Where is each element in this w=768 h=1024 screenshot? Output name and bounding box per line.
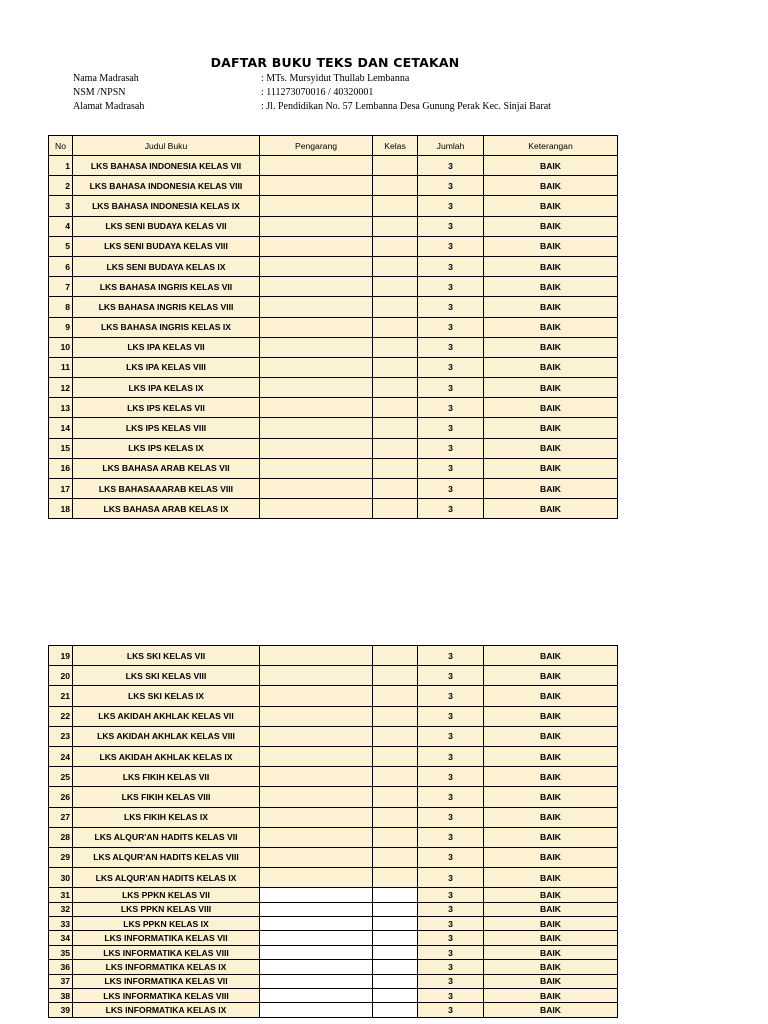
cell-jumlah: 3 — [418, 960, 484, 974]
cell-jumlah: 3 — [418, 256, 484, 276]
cell-judul: LKS INFORMATIKA KELAS VII — [73, 931, 260, 945]
cell-ket: BAIK — [484, 888, 618, 902]
cell-no: 27 — [49, 807, 73, 827]
cell-ket: BAIK — [484, 337, 618, 357]
table-row — [49, 726, 618, 746]
cell-judul: LKS AKIDAH AKHLAK KELAS IX — [73, 746, 260, 766]
table-row — [49, 398, 618, 418]
info-value-alamat-madrasah: : Jl. Pendidikan No. 57 Lembanna Desa Gunung Perak Kec. Sinjai Barat — [261, 101, 551, 112]
cell-judul: LKS ALQUR'AN HADITS KELAS IX — [73, 868, 260, 888]
cell-jumlah: 3 — [418, 357, 484, 377]
cell-ket: BAIK — [484, 357, 618, 377]
cell-pengarang — [260, 746, 373, 766]
cell-ket: BAIK — [484, 176, 618, 196]
cell-pengarang — [260, 156, 373, 176]
cell-no: 18 — [49, 499, 73, 519]
cell-no: 31 — [49, 888, 73, 902]
cell-judul: LKS SENI BUDAYA KELAS VIII — [73, 236, 260, 256]
cell-ket: BAIK — [484, 156, 618, 176]
table-row — [49, 418, 618, 438]
cell-no: 17 — [49, 479, 73, 499]
cell-judul: LKS BAHASA INDONESIA KELAS IX — [73, 196, 260, 216]
cell-no: 16 — [49, 458, 73, 478]
cell-jumlah: 3 — [418, 236, 484, 256]
cell-pengarang — [260, 1003, 373, 1017]
info-label-alamat-madrasah: Alamat Madrasah — [73, 101, 145, 112]
cell-judul: LKS ALQUR'AN HADITS KELAS VII — [73, 827, 260, 847]
cell-kelas — [373, 686, 418, 706]
cell-kelas — [373, 297, 418, 317]
cell-kelas — [373, 317, 418, 337]
header-no: No — [49, 136, 73, 156]
cell-no: 14 — [49, 418, 73, 438]
cell-ket: BAIK — [484, 917, 618, 931]
cell-jumlah: 3 — [418, 686, 484, 706]
cell-kelas — [373, 888, 418, 902]
cell-judul: LKS ALQUR'AN HADITS KELAS VIII — [73, 847, 260, 867]
cell-kelas — [373, 458, 418, 478]
cell-pengarang — [260, 277, 373, 297]
cell-pengarang — [260, 960, 373, 974]
cell-ket: BAIK — [484, 398, 618, 418]
cell-no: 21 — [49, 686, 73, 706]
cell-no: 7 — [49, 277, 73, 297]
table-header-row — [49, 136, 618, 156]
cell-ket: BAIK — [484, 317, 618, 337]
cell-judul: LKS BAHASA ARAB KELAS IX — [73, 499, 260, 519]
info-value-nama-madrasah: : MTs. Mursyidut Thullab Lembanna — [261, 73, 410, 84]
table-row — [49, 868, 618, 888]
cell-kelas — [373, 746, 418, 766]
cell-no: 11 — [49, 357, 73, 377]
cell-kelas — [373, 236, 418, 256]
cell-judul: LKS BAHASA INDONESIA KELAS VIII — [73, 176, 260, 196]
cell-pengarang — [260, 236, 373, 256]
cell-ket: BAIK — [484, 827, 618, 847]
table-row — [49, 945, 618, 959]
cell-jumlah: 3 — [418, 418, 484, 438]
cell-judul: LKS INFORMATIKA KELAS VIII — [73, 988, 260, 1002]
cell-pengarang — [260, 686, 373, 706]
cell-ket: BAIK — [484, 666, 618, 686]
table-row — [49, 917, 618, 931]
cell-pengarang — [260, 216, 373, 236]
cell-judul: LKS AKIDAH AKHLAK KELAS VIII — [73, 726, 260, 746]
cell-judul: LKS IPA KELAS IX — [73, 378, 260, 398]
cell-kelas — [373, 706, 418, 726]
cell-kelas — [373, 767, 418, 787]
cell-no: 36 — [49, 960, 73, 974]
cell-jumlah: 3 — [418, 479, 484, 499]
cell-judul: LKS SENI BUDAYA KELAS VII — [73, 216, 260, 236]
cell-no: 25 — [49, 767, 73, 787]
table-row — [49, 706, 618, 726]
cell-judul: LKS SKI KELAS VII — [73, 646, 260, 666]
cell-pengarang — [260, 337, 373, 357]
cell-jumlah: 3 — [418, 945, 484, 959]
cell-no: 13 — [49, 398, 73, 418]
cell-kelas — [373, 787, 418, 807]
table-row — [49, 236, 618, 256]
cell-pengarang — [260, 196, 373, 216]
cell-ket: BAIK — [484, 1003, 618, 1017]
cell-jumlah: 3 — [418, 807, 484, 827]
cell-jumlah: 3 — [418, 974, 484, 988]
cell-judul: LKS BAHASA INGRIS KELAS VIII — [73, 297, 260, 317]
cell-kelas — [373, 902, 418, 916]
cell-kelas — [373, 277, 418, 297]
cell-ket: BAIK — [484, 931, 618, 945]
table-row — [49, 378, 618, 398]
cell-ket: BAIK — [484, 418, 618, 438]
cell-kelas — [373, 499, 418, 519]
document-title: DAFTAR BUKU TEKS DAN CETAKAN — [210, 55, 460, 70]
cell-jumlah: 3 — [418, 787, 484, 807]
table-row — [49, 827, 618, 847]
cell-jumlah: 3 — [418, 767, 484, 787]
table-row — [49, 196, 618, 216]
cell-judul: LKS PPKN KELAS VII — [73, 888, 260, 902]
cell-jumlah: 3 — [418, 902, 484, 916]
cell-jumlah: 3 — [418, 156, 484, 176]
cell-pengarang — [260, 807, 373, 827]
table-row — [49, 746, 618, 766]
cell-pengarang — [260, 868, 373, 888]
cell-ket: BAIK — [484, 945, 618, 959]
cell-jumlah: 3 — [418, 458, 484, 478]
table-row — [49, 888, 618, 902]
table-row — [49, 1003, 618, 1017]
cell-kelas — [373, 438, 418, 458]
cell-pengarang — [260, 666, 373, 686]
cell-judul: LKS BAHASA ARAB KELAS VII — [73, 458, 260, 478]
cell-ket: BAIK — [484, 960, 618, 974]
cell-no: 26 — [49, 787, 73, 807]
cell-jumlah: 3 — [418, 666, 484, 686]
table-row — [49, 787, 618, 807]
cell-kelas — [373, 216, 418, 236]
cell-ket: BAIK — [484, 988, 618, 1002]
cell-pengarang — [260, 917, 373, 931]
cell-judul: LKS IPS KELAS IX — [73, 438, 260, 458]
cell-kelas — [373, 176, 418, 196]
cell-no: 8 — [49, 297, 73, 317]
cell-jumlah: 3 — [418, 176, 484, 196]
cell-ket: BAIK — [484, 378, 618, 398]
cell-pengarang — [260, 438, 373, 458]
cell-judul: LKS IPA KELAS VIII — [73, 357, 260, 377]
cell-jumlah: 3 — [418, 317, 484, 337]
cell-judul: LKS IPS KELAS VIII — [73, 418, 260, 438]
cell-kelas — [373, 988, 418, 1002]
cell-jumlah: 3 — [418, 917, 484, 931]
table-row — [49, 176, 618, 196]
info-value-nsm-npsn: : 111273070016 / 40320001 — [261, 87, 374, 98]
cell-no: 12 — [49, 378, 73, 398]
cell-jumlah: 3 — [418, 988, 484, 1002]
cell-pengarang — [260, 847, 373, 867]
cell-judul: LKS PPKN KELAS IX — [73, 917, 260, 931]
cell-jumlah: 3 — [418, 726, 484, 746]
cell-judul: LKS INFORMATIKA KELAS VIII — [73, 945, 260, 959]
cell-judul: LKS IPA KELAS VII — [73, 337, 260, 357]
cell-pengarang — [260, 398, 373, 418]
cell-kelas — [373, 479, 418, 499]
table-row — [49, 960, 618, 974]
cell-jumlah: 3 — [418, 847, 484, 867]
cell-no: 32 — [49, 902, 73, 916]
cell-ket: BAIK — [484, 807, 618, 827]
cell-kelas — [373, 378, 418, 398]
cell-no: 1 — [49, 156, 73, 176]
cell-no: 29 — [49, 847, 73, 867]
cell-no: 20 — [49, 666, 73, 686]
cell-jumlah: 3 — [418, 499, 484, 519]
table-row — [49, 297, 618, 317]
cell-pengarang — [260, 827, 373, 847]
table-row — [49, 686, 618, 706]
table-row — [49, 807, 618, 827]
cell-ket: BAIK — [484, 256, 618, 276]
cell-judul: LKS IPS KELAS VII — [73, 398, 260, 418]
cell-judul: LKS BAHASA INGRIS KELAS IX — [73, 317, 260, 337]
cell-pengarang — [260, 902, 373, 916]
cell-ket: BAIK — [484, 479, 618, 499]
cell-kelas — [373, 1003, 418, 1017]
cell-kelas — [373, 646, 418, 666]
cell-jumlah: 3 — [418, 378, 484, 398]
cell-no: 34 — [49, 931, 73, 945]
table-row — [49, 156, 618, 176]
cell-no: 33 — [49, 917, 73, 931]
cell-no: 19 — [49, 646, 73, 666]
table-row — [49, 931, 618, 945]
table-row — [49, 458, 618, 478]
cell-pengarang — [260, 357, 373, 377]
cell-ket: BAIK — [484, 787, 618, 807]
cell-pengarang — [260, 945, 373, 959]
cell-no: 38 — [49, 988, 73, 1002]
cell-kelas — [373, 398, 418, 418]
cell-no: 28 — [49, 827, 73, 847]
cell-jumlah: 3 — [418, 216, 484, 236]
cell-kelas — [373, 196, 418, 216]
cell-jumlah: 3 — [418, 888, 484, 902]
table-row — [49, 277, 618, 297]
cell-kelas — [373, 726, 418, 746]
cell-judul: LKS SKI KELAS IX — [73, 686, 260, 706]
cell-ket: BAIK — [484, 767, 618, 787]
table-row — [49, 216, 618, 236]
cell-no: 35 — [49, 945, 73, 959]
cell-no: 6 — [49, 256, 73, 276]
info-label-nama-madrasah: Nama Madrasah — [73, 73, 139, 84]
cell-jumlah: 3 — [418, 868, 484, 888]
cell-ket: BAIK — [484, 297, 618, 317]
cell-pengarang — [260, 479, 373, 499]
table-row — [49, 988, 618, 1002]
cell-judul: LKS PPKN KELAS VIII — [73, 902, 260, 916]
cell-no: 2 — [49, 176, 73, 196]
header-judul-buku: Judul Buku — [73, 136, 260, 156]
table-row — [49, 479, 618, 499]
cell-kelas — [373, 868, 418, 888]
cell-no: 23 — [49, 726, 73, 746]
cell-pengarang — [260, 706, 373, 726]
table-row — [49, 256, 618, 276]
cell-judul: LKS SENI BUDAYA KELAS IX — [73, 256, 260, 276]
cell-jumlah: 3 — [418, 277, 484, 297]
cell-no: 5 — [49, 236, 73, 256]
header-keterangan: Keterangan — [484, 136, 618, 156]
cell-kelas — [373, 156, 418, 176]
table-row — [49, 357, 618, 377]
cell-ket: BAIK — [484, 868, 618, 888]
cell-judul: LKS INFORMATIKA KELAS IX — [73, 960, 260, 974]
cell-jumlah: 3 — [418, 827, 484, 847]
cell-ket: BAIK — [484, 438, 618, 458]
cell-kelas — [373, 827, 418, 847]
cell-jumlah: 3 — [418, 1003, 484, 1017]
cell-no: 24 — [49, 746, 73, 766]
cell-no: 30 — [49, 868, 73, 888]
cell-no: 3 — [49, 196, 73, 216]
cell-ket: BAIK — [484, 726, 618, 746]
cell-no: 22 — [49, 706, 73, 726]
cell-pengarang — [260, 378, 373, 398]
table-row — [49, 499, 618, 519]
cell-kelas — [373, 945, 418, 959]
cell-judul: LKS FIKIH KELAS VIII — [73, 787, 260, 807]
cell-jumlah: 3 — [418, 646, 484, 666]
cell-ket: BAIK — [484, 746, 618, 766]
cell-no: 10 — [49, 337, 73, 357]
cell-jumlah: 3 — [418, 438, 484, 458]
cell-ket: BAIK — [484, 277, 618, 297]
cell-jumlah: 3 — [418, 398, 484, 418]
cell-ket: BAIK — [484, 974, 618, 988]
table-row — [49, 438, 618, 458]
cell-no: 15 — [49, 438, 73, 458]
table-row — [49, 337, 618, 357]
cell-ket: BAIK — [484, 902, 618, 916]
cell-kelas — [373, 357, 418, 377]
cell-pengarang — [260, 458, 373, 478]
cell-judul: LKS AKIDAH AKHLAK KELAS VII — [73, 706, 260, 726]
cell-judul: LKS BAHASAAARAB KELAS VIII — [73, 479, 260, 499]
cell-kelas — [373, 337, 418, 357]
cell-pengarang — [260, 767, 373, 787]
cell-jumlah: 3 — [418, 196, 484, 216]
table-row — [49, 666, 618, 686]
cell-kelas — [373, 931, 418, 945]
book-table-part-1 — [48, 135, 618, 519]
cell-ket: BAIK — [484, 236, 618, 256]
cell-judul: LKS BAHASA INGRIS KELAS VII — [73, 277, 260, 297]
cell-no: 9 — [49, 317, 73, 337]
cell-ket: BAIK — [484, 216, 618, 236]
table-row — [49, 646, 618, 666]
header-pengarang: Pengarang — [260, 136, 373, 156]
cell-jumlah: 3 — [418, 706, 484, 726]
book-table-part-2 — [48, 645, 618, 1018]
cell-ket: BAIK — [484, 458, 618, 478]
cell-no: 4 — [49, 216, 73, 236]
cell-pengarang — [260, 646, 373, 666]
cell-pengarang — [260, 418, 373, 438]
table-row — [49, 317, 618, 337]
cell-judul: LKS INFORMATIKA KELAS IX — [73, 1003, 260, 1017]
cell-pengarang — [260, 931, 373, 945]
cell-judul: LKS FIKIH KELAS IX — [73, 807, 260, 827]
cell-pengarang — [260, 256, 373, 276]
table-row — [49, 974, 618, 988]
cell-ket: BAIK — [484, 196, 618, 216]
cell-kelas — [373, 666, 418, 686]
cell-kelas — [373, 418, 418, 438]
cell-jumlah: 3 — [418, 746, 484, 766]
cell-judul: LKS INFORMATIKA KELAS VII — [73, 974, 260, 988]
header-kelas: Kelas — [373, 136, 418, 156]
cell-kelas — [373, 960, 418, 974]
cell-ket: BAIK — [484, 499, 618, 519]
cell-jumlah: 3 — [418, 931, 484, 945]
info-label-nsm-npsn: NSM /NPSN — [73, 87, 126, 98]
cell-jumlah: 3 — [418, 337, 484, 357]
cell-ket: BAIK — [484, 646, 618, 666]
cell-ket: BAIK — [484, 706, 618, 726]
cell-pengarang — [260, 176, 373, 196]
cell-pengarang — [260, 726, 373, 746]
cell-kelas — [373, 256, 418, 276]
cell-pengarang — [260, 988, 373, 1002]
cell-no: 37 — [49, 974, 73, 988]
cell-kelas — [373, 917, 418, 931]
table-row — [49, 767, 618, 787]
cell-pengarang — [260, 297, 373, 317]
cell-kelas — [373, 974, 418, 988]
cell-ket: BAIK — [484, 847, 618, 867]
cell-pengarang — [260, 787, 373, 807]
table-row — [49, 847, 618, 867]
cell-pengarang — [260, 317, 373, 337]
cell-pengarang — [260, 499, 373, 519]
table-row — [49, 902, 618, 916]
cell-judul: LKS BAHASA INDONESIA KELAS VII — [73, 156, 260, 176]
cell-pengarang — [260, 974, 373, 988]
cell-jumlah: 3 — [418, 297, 484, 317]
cell-no: 39 — [49, 1003, 73, 1017]
cell-ket: BAIK — [484, 686, 618, 706]
cell-pengarang — [260, 888, 373, 902]
header-jumlah: Jumlah — [418, 136, 484, 156]
cell-judul: LKS SKI KELAS VIII — [73, 666, 260, 686]
cell-kelas — [373, 807, 418, 827]
cell-kelas — [373, 847, 418, 867]
cell-judul: LKS FIKIH KELAS VII — [73, 767, 260, 787]
